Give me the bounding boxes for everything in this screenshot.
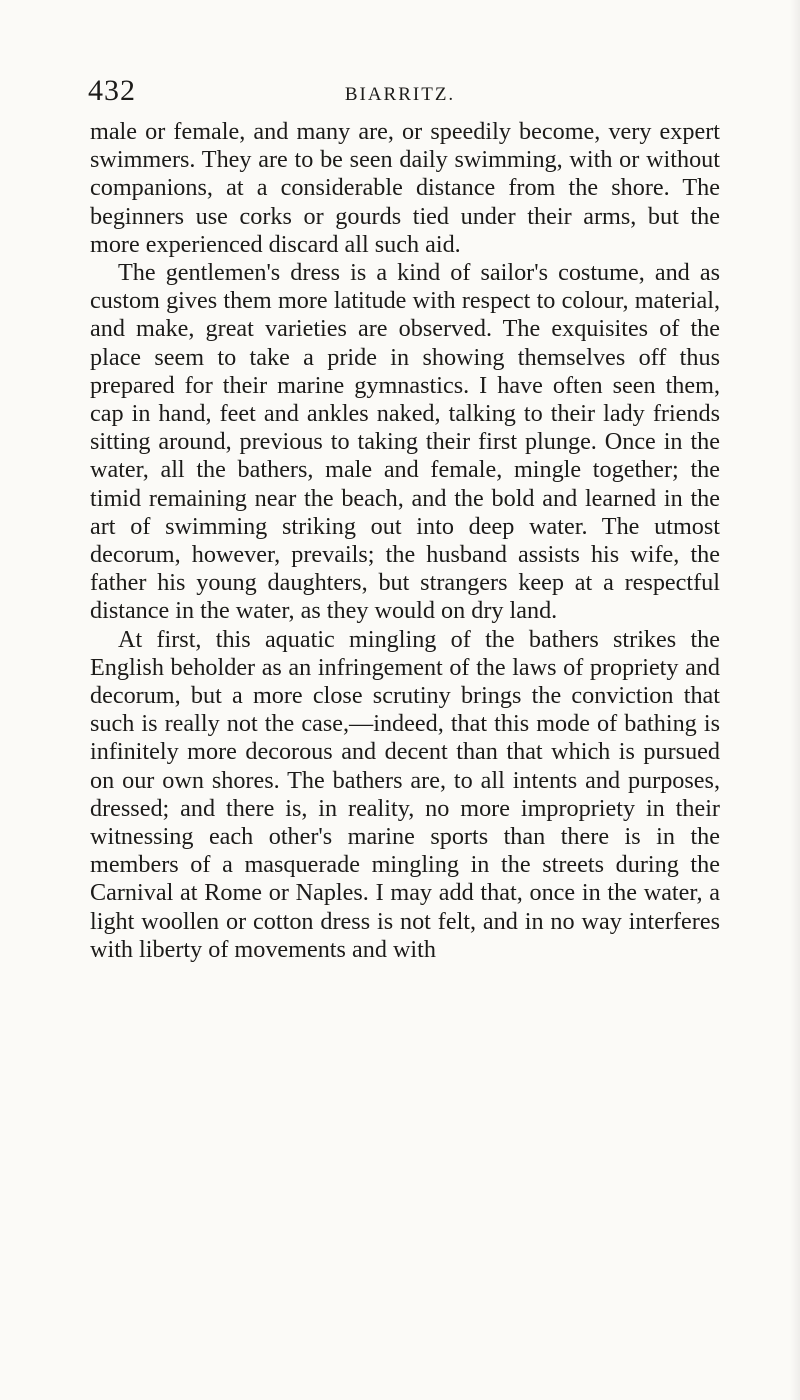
paragraph: At first, this aquatic mingling of the bathers strikes the English beholder as an infringement of the laws of propriety and decorum, but a more close scrutiny brings the conviction that such is really not the case,—indeed, that this mode of bathing is infinitely more decorous and decent than that which is pursued on our own shores. The bathers are, to all intents and purposes, dressed; and there is, in reality, no more impropriety in their witnessing each other's marine sports than there is in the members of a masquerade mingling in the streets during the Carnival at Rome or Naples. I may add that, once in the water, a light woollen or cotton dress is not felt, and in no way interferes with liberty of movements and with bbox=[90, 625, 720, 963]
running-title: BIARRITZ. bbox=[344, 84, 456, 105]
paragraph: The gentlemen's dress is a kind of sailor's costume, and as custom gives them more latitude with respect to colour, material, and make, great varieties are observed. The exquisites of the place seem to take a pride in showing themselves off thus prepared for their marine gymnastics. I have often seen them, cap in hand, feet and ankles naked, talking to their lady friends sitting around, previous to taking their first plunge. Once in the water, all the bathers, male and female, mingle together; the timid remaining near the beach, and the bold and learned in the art of swimming striking out into deep water. The utmost decorum, however, prevails; the husband assists his wife, the father his young daughters, but strangers keep at a respectful distance in the water, as they would on dry land. bbox=[90, 259, 720, 625]
body-text bbox=[90, 118, 720, 964]
paragraph: male or female, and many are, or speedily become, very expert swimmers. They are to be seen daily swimming, with or without companions, at a considerable distance from the shore. The beginners use corks or gourds tied under their arms, but the more experienced discard all such aid. bbox=[90, 118, 720, 258]
page-edge bbox=[790, 0, 800, 1400]
page-number: 432 bbox=[88, 74, 136, 107]
running-head bbox=[88, 76, 712, 116]
